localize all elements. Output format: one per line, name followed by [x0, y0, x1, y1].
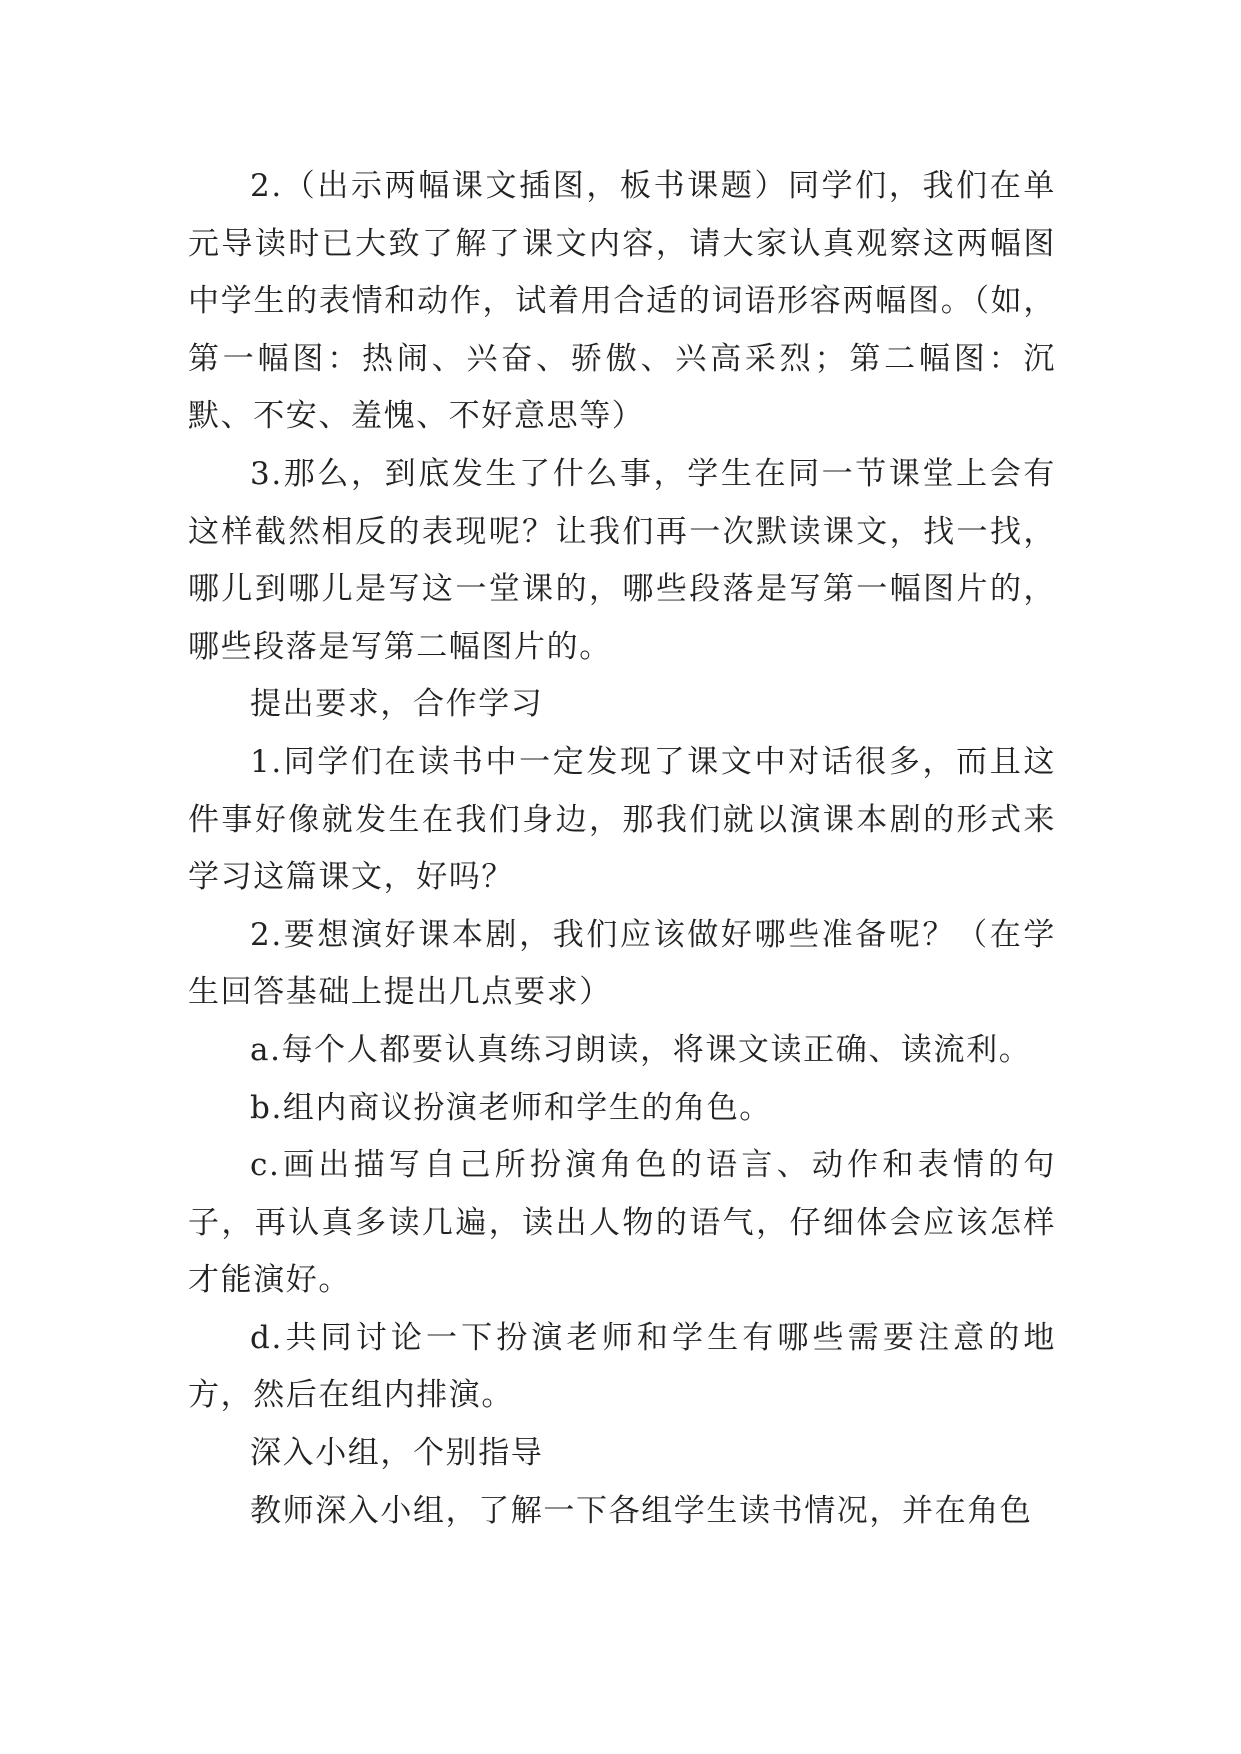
- list-item-c: c.画出描写自己所扮演角色的语言、动作和表情的句子，再认真多读几遍，读出人物的语气，仔细体会应该怎样才能演好。: [188, 1147, 1056, 1299]
- paragraph-textbook-drama: 1.同学们在读书中一定发现了课文中对话很多，而且这件事好像就发生在我们身边，那我们就以演课本剧的形式来学习这篇课文，好吗？: [188, 743, 1056, 896]
- paragraph-what-happened: 3.那么，到底发生了什么事，学生在同一节课堂上会有这样截然相反的表现呢？让我们再一次默读课文，找一找，哪儿到哪儿是写这一堂课的，哪些段落是写第一幅图片的，哪些段落是写第二幅图片的。: [188, 455, 1056, 665]
- section-heading-group-guidance: 深入小组，个别指导: [250, 1435, 544, 1472]
- document-body: [188, 158, 1056, 1540]
- list-item-b: b.组内商议扮演老师和学生的角色。: [250, 1089, 772, 1126]
- list-item-d: d.共同讨论一下扮演老师和学生有哪些需要注意的地方，然后在组内排演。: [188, 1319, 1056, 1414]
- list-item-a: a.每个人都要认真练习朗读，将课文读正确、读流利。: [250, 1031, 1032, 1068]
- section-heading-requirements: 提出要求，合作学习: [250, 686, 544, 723]
- paragraph-preparation: 2.要想演好课本剧，我们应该做好哪些准备呢？（在学生回答基础上提出几点要求）: [188, 916, 1056, 1011]
- paragraph-intro-illustrations: 2.（出示两幅课文插图，板书课题）同学们，我们在单元导读时已大致了解了课文内容，请大家认真观察这两幅图中学生的表情和动作，试着用合适的词语形容两幅图。（如，第一幅图：热闹、兴奋、骄傲、兴高采烈；第二幅图：沉默、不安、羞愧、不好意思等）: [188, 168, 1056, 435]
- paragraph-teacher-guidance: 教师深入小组，了解一下各组学生读书情况，并在角色: [250, 1492, 1033, 1529]
